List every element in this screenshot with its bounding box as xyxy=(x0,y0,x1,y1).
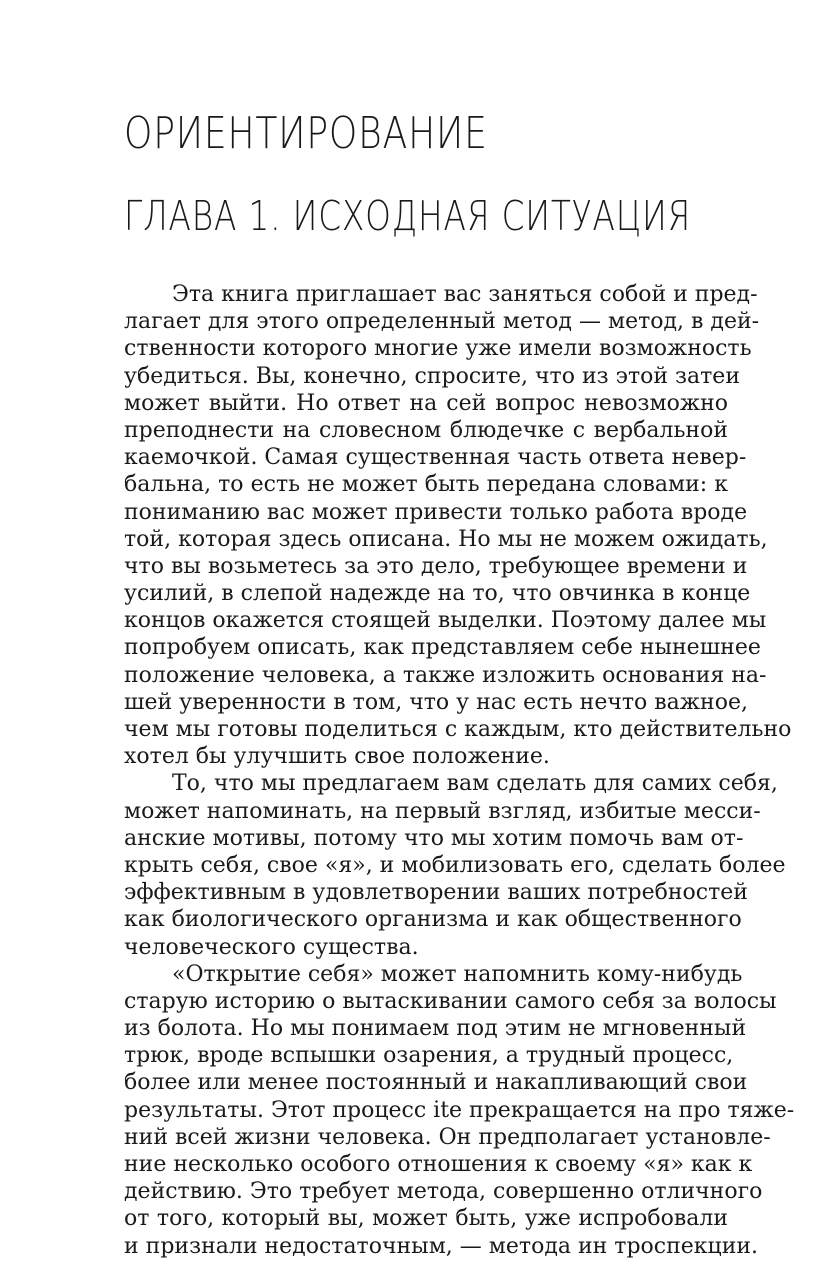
text-line: от того, который вы, может быть, уже испробовали xyxy=(124,1206,728,1232)
text-line: бальна, то есть не может быть передана словами: к xyxy=(124,472,728,498)
part-title: ОРИЕНТИРОВАНИЕ xyxy=(124,108,488,159)
text-line: что вы возьметесь за это дело, требующее времени и xyxy=(124,553,748,579)
text-line: шей уверенности в том, что у нас есть нечто важное, xyxy=(124,689,748,715)
text-line: То, что мы предлагаем вам сделать для самих себя, xyxy=(172,771,778,797)
chapter-title: ГЛАВА 1. ИСХОДНАЯ СИТУАЦИЯ xyxy=(124,192,692,240)
text-line: ние несколько особого отношения к своему «я» как к xyxy=(124,1152,753,1177)
text-line: той, которая здесь описана. Но мы не можем ожидать, xyxy=(124,526,768,552)
text-line: результаты. Этот процесс ite прекращается на про тяже- xyxy=(124,1097,795,1123)
text-line: каемочкой. Самая существенная часть ответа невер- xyxy=(124,445,747,471)
text-line: может напоминать, на первый взгляд, избитые месси- xyxy=(124,798,761,824)
text-line: пониманию вас может привести только работа вроде xyxy=(124,499,748,525)
text-line: положение человека, а также изложить основания на- xyxy=(124,662,767,688)
text-line: ственности которого многие уже имели возможность xyxy=(124,336,752,362)
paragraph xyxy=(124,961,795,1260)
text-line: хотел бы улучшить свое положение. xyxy=(124,744,550,770)
text-line: старую историю о вытаскивании самого себя за волосы xyxy=(124,988,777,1014)
text-line: лагает для этого определенный метод — метод, в дей- xyxy=(124,309,760,335)
text-line: концов окажется стоящей выделки. Поэтому далее мы xyxy=(124,608,767,634)
text-line: действию. Это требует метода, совершенно отличного xyxy=(124,1179,763,1205)
text-line: убедиться. Вы, конечно, спросите, что из этой затеи xyxy=(124,363,740,389)
text-line: крыть себя, свое «я», и мобилизовать его, сделать более xyxy=(124,852,786,878)
text-line: ний всей жизни человека. Он предполагает установле- xyxy=(124,1124,771,1150)
text-line: анские мотивы, потому что мы хотим помочь вам от- xyxy=(124,825,744,851)
paragraph xyxy=(124,281,792,770)
text-line: попробуем описать, как представляем себе нынешнее xyxy=(124,635,761,661)
body-text xyxy=(124,281,795,1260)
text-line: эффективным в удовлетворении ваших потребностей xyxy=(124,880,748,906)
text-line: человеческого существа. xyxy=(124,934,419,960)
text-line: трюк, вроде вспышки озарения, а трудный процесс, xyxy=(124,1043,734,1069)
text-line: из болота. Но мы понимаем под этим не мгновенный xyxy=(124,1016,747,1042)
text-line: усилий, в слепой надежде на то, что овчинка в конце xyxy=(124,581,751,607)
text-line: Эта книга приглашает вас заняться собой и пред- xyxy=(172,282,758,307)
text-line: преподнести на словесном блюдечке с вербальной xyxy=(124,417,728,443)
text-line: чем мы готовы поделиться с каждым, кто действительно xyxy=(124,717,792,742)
text-line: «Открытие себя» может напомнить кому-нибудь xyxy=(172,961,743,987)
text-line: может выйти. Но ответ на сей вопрос невозможно xyxy=(124,390,728,416)
paragraph xyxy=(124,770,786,960)
text-line: и признали недостаточным, — метода ин троспекции. xyxy=(124,1233,759,1259)
text-line: более или менее постоянный и накапливающий свои xyxy=(124,1070,748,1096)
text-line: как биологического организма и как общественного xyxy=(124,907,742,933)
